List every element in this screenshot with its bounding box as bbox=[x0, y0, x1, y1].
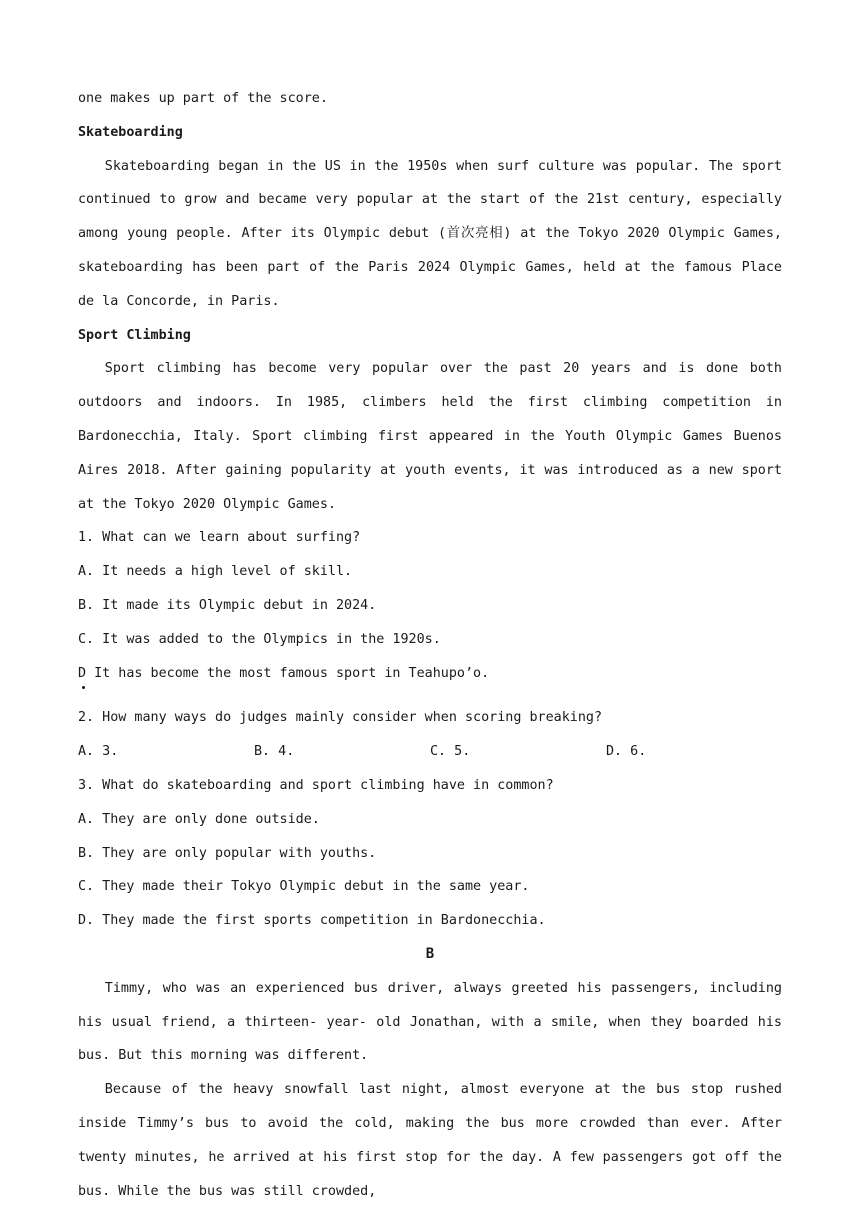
question-2-option-d: D. 6. bbox=[606, 744, 647, 760]
skateboarding-paragraph: Skateboarding began in the US in the 1950s when surf culture was popular. The sport continued to grow and became very popular at the start of the 21st century, especially among young people. After its Olympic debut (首次亮相) at the Tokyo 2020 Olympic Games, skateboarding has been part of the Paris 2024 Olympic Games, held at the famous Place de la Concorde, in Paris. bbox=[78, 158, 782, 309]
climbing-heading: Sport Climbing bbox=[78, 327, 191, 343]
question-2-options bbox=[78, 735, 782, 769]
document-page bbox=[78, 82, 782, 1208]
question-2-option-b: B. 4. bbox=[254, 744, 295, 760]
section-b-paragraph-1: Timmy, who was an experienced bus driver, always greeted his passengers, including his usual friend, a thirteen- year- old Jonathan, with a smile, when they boarded his bus. But this morning was different. bbox=[78, 980, 782, 1064]
question-1-stem: 1. What can we learn about surfing? bbox=[78, 530, 361, 546]
question-1-option-a: A. It needs a high level of skill. bbox=[78, 564, 353, 580]
question-3-stem: 3. What do skateboarding and sport climbing have in common? bbox=[78, 777, 554, 793]
continuation-text: one makes up part of the score. bbox=[78, 91, 328, 106]
question-3-option-c: C. They made their Tokyo Olympic debut in the same year. bbox=[78, 879, 530, 895]
section-b-title: B bbox=[425, 945, 435, 962]
climbing-paragraph: Sport climbing has become very popular over the past 20 years and is done both outdoors and indoors. In 1985, climbers held the first climbing competition in Bardonecchia, Italy. Sport climbing first appeared in the Youth Olympic Games Buenos Aires 2018. After gaining popularity at youth events, it was introduced as a new sport at the Tokyo 2020 Olympic Games. bbox=[78, 361, 782, 512]
question-3-option-b: B. They are only popular with youths. bbox=[78, 845, 377, 861]
question-1 bbox=[78, 521, 782, 690]
question-1-option-c: C. It was added to the Olympics in the 1920s. bbox=[78, 631, 441, 647]
question-2 bbox=[78, 701, 782, 769]
question-1-option-b: B. It made its Olympic debut in 2024. bbox=[78, 597, 377, 613]
question-2-option-a: A. 3. bbox=[78, 744, 119, 760]
question-2-option-c: C. 5. bbox=[430, 744, 471, 760]
section-b-paragraph-2: Because of the heavy snowfall last night, almost everyone at the bus stop rushed inside Timmy’s bus to avoid the cold, making the bus more crowded than ever. After twenty minutes, he arrived at his first stop for the day. A few passengers got off the bus. While the bus was still crowded, bbox=[78, 1082, 782, 1199]
question-3-option-d: D. They made the first sports competition in Bardonecchia. bbox=[78, 913, 546, 929]
question-3-option-a: A. They are only done outside. bbox=[78, 811, 320, 827]
question-1-option-d: D It has become the most famous sport in Teahupo’o. bbox=[78, 657, 782, 691]
question-3 bbox=[78, 769, 782, 938]
question-2-stem: 2. How many ways do judges mainly consider when scoring breaking? bbox=[78, 710, 603, 726]
skateboarding-heading: Skateboarding bbox=[78, 124, 183, 140]
